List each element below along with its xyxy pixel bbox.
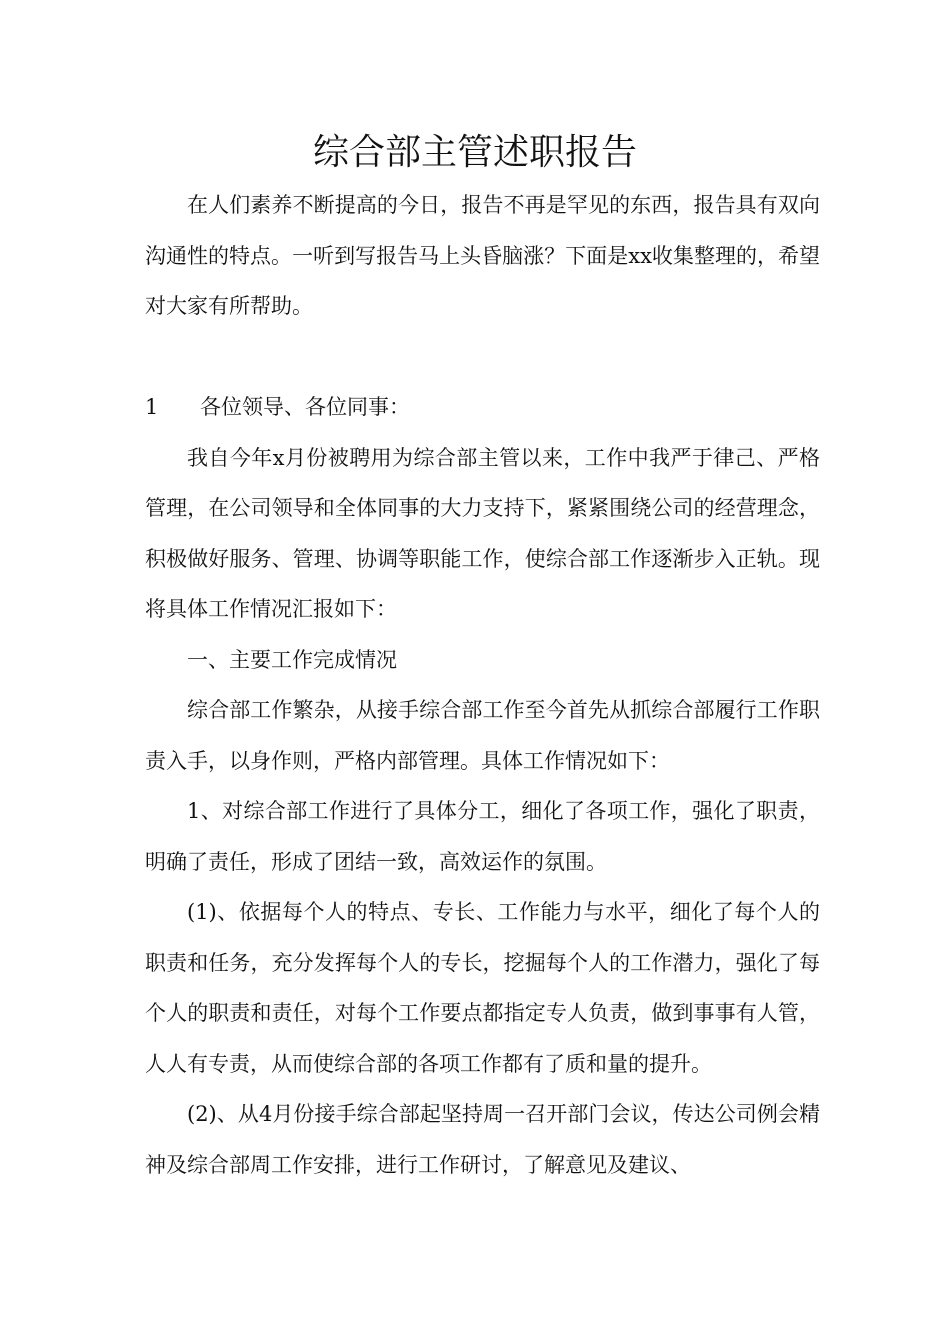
body-paragraph: 我自今年x月份被聘用为综合部主管以来，工作中我严于律己、严格管理，在公司领导和全体同事的大力支持下，紧紧围绕公司的经营理念，积极做好服务、管理、协调等职能工作，使综合部工作逐渐步入正轨。现将具体工作情况汇报如下： [145, 445, 820, 621]
body-paragraph: 综合部工作繁杂，从接手综合部工作至今首先从抓综合部履行工作职责入手，以身作则，严格内部管理。具体工作情况如下： [145, 698, 820, 773]
body-paragraph: (2)、从4月份接手综合部起坚持周一召开部门会议，传达公司例会精神及综合部周工作安排，进行工作研讨，了解意见及建议、 [145, 1102, 820, 1177]
body-paragraph: (1)、依据每个人的特点、专长、工作能力与水平，细化了每个人的职责和任务，充分发挥每个人的专长，挖掘每个人的工作潜力，强化了每个人的职责和责任，对每个工作要点都指定专人负责，做到事事有人管，人人有专责，从而使综合部的各项工作都有了质和量的提升。 [145, 900, 820, 1076]
intro-paragraph: 在人们素养不断提高的今日，报告不再是罕见的东西，报告具有双向沟通性的特点。一听到写报告马上头昏脑涨？下面是xx收集整理的，希望对大家有所帮助。 [145, 193, 820, 318]
greeting-line [145, 382, 820, 433]
greeting-text: 各位领导、各位同事： [200, 395, 410, 419]
document-body [145, 180, 820, 1190]
body-paragraph: 1、对综合部工作进行了具体分工，细化了各项工作，强化了职责，明确了责任，形成了团结一致，高效运作的氛围。 [145, 799, 820, 874]
item-number: 1 [145, 395, 159, 419]
section-heading: 一、主要工作完成情况 [187, 647, 397, 672]
document-title: 综合部主管述职报告 [312, 132, 637, 173]
